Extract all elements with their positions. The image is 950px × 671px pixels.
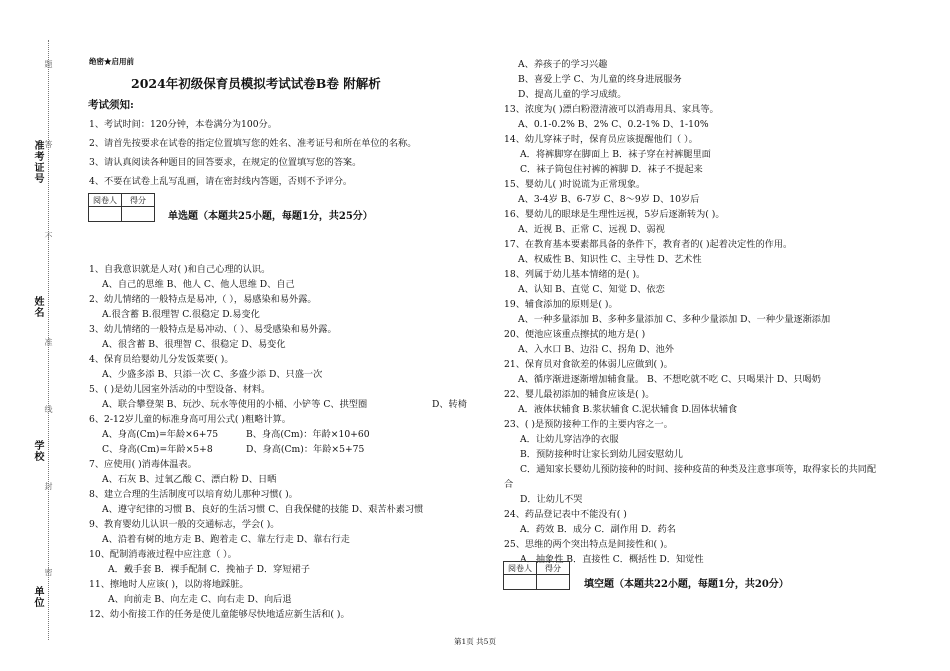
question-line: 16、婴幼儿的眼球是生理性远视，5岁后逐渐转为( )。 — [504, 209, 725, 220]
grader-cell: 阅卷人 — [504, 562, 537, 575]
question-line: D、身高(Cm)：年龄×5+75 — [246, 444, 365, 455]
question-line: 20、便池应该重点擦拭的地方是( ) — [504, 329, 646, 340]
score-box — [88, 193, 155, 222]
page-title: 2024年初级保育员模拟考试试卷B卷 附解析 — [131, 76, 381, 91]
question-line: A、养孩子的学习兴趣 — [518, 59, 608, 70]
question-line: D、转椅 — [432, 399, 467, 410]
question-line: 3、幼儿情绪的一般特点是易冲动、（ ）、易受感染和易外露。 — [89, 324, 337, 335]
question-line: B、身高(Cm)：年龄×10+60 — [246, 429, 370, 440]
question-line: 2、幼儿情绪的一般特点是易冲,（ ），易感染和易外露。 — [89, 294, 317, 305]
binding-label-unit: 单位 — [32, 586, 43, 608]
seal-mark: 题 — [44, 60, 53, 68]
seal-mark: 线 — [44, 405, 53, 413]
question-line: C．通知家长婴幼儿预防接种的时间、接种疫苗的种类及注意事项等，取得家长的共同配 — [520, 464, 877, 475]
question-line: A.很含蓄 B.很理智 C.很稳定 D.易变化 — [102, 309, 260, 320]
page-footer: 第1页 共5页 — [454, 637, 496, 646]
question-line: B．预防接种时让家长到幼儿园安慰幼儿 — [520, 449, 683, 460]
seal-mark: 密 — [44, 568, 53, 576]
question-line: 14、幼儿穿袜子时，保育员应该提醒他们（ ）。 — [504, 134, 698, 145]
grader-cell: 阅卷人 — [89, 194, 122, 207]
binding-label-school: 学校 — [32, 440, 43, 462]
question-line: C、身高(Cm)=年龄×5+8 — [102, 444, 213, 455]
notice-heading: 考试须知: — [88, 99, 134, 111]
question-line: A．药效 B．成分 C．副作用 D．药名 — [520, 524, 676, 535]
section-title-single-choice: 单选题（本题共25小题，每题1分，共25分） — [168, 211, 373, 222]
question-line: B、喜爱上学 C、为儿童的终身进展服务 — [518, 74, 682, 85]
question-line: A．将裤脚穿在脚面上 B．袜子穿在衬裤腿里面 — [520, 149, 711, 160]
question-line: 6、2-12岁儿童的标准身高可用公式( )粗略计算。 — [89, 414, 291, 425]
seal-mark: 不 — [44, 232, 53, 240]
question-line: A、自己的思维 B、他人 C、他人思维 D、自己 — [102, 279, 295, 290]
question-line: 5、( )是幼儿园室外活动的中型设备、材料。 — [89, 384, 271, 395]
notice-item: 2、请首先按要求在试卷的指定位置填写您的姓名、准考证号和所在单位的名称。 — [89, 138, 417, 149]
question-line: 22、婴儿最初添加的辅食应该是( )。 — [504, 389, 655, 400]
question-line: A、近视 B、正常 C、远视 D、弱视 — [518, 224, 665, 235]
question-line: A、0.1-0.2% B、2% C、0.2-1% D、1-10% — [518, 119, 709, 130]
question-line: A．液体状辅食 B.浆状辅食 C.泥状辅食 D.固体状辅食 — [518, 404, 738, 415]
question-line: 4、保育员给婴幼儿分发饭菜要( )。 — [89, 354, 234, 365]
question-line: 19、辅食添加的原则是( )。 — [504, 299, 618, 310]
secret-mark: 绝密★启用前 — [89, 57, 134, 66]
question-line: A．抽象性 B．直接性 C．概括性 D．知觉性 — [520, 554, 704, 565]
question-line: A、很含蓄 B、很理智 C、很稳定 D、易变化 — [102, 339, 286, 350]
question-line: A、一种多量添加 B、多种多量添加 C、多种少量添加 D、一种少量逐渐添加 — [518, 314, 831, 325]
question-line: A、入水口 B、边沿 C、拐角 D、池外 — [518, 344, 674, 355]
notice-item: 1、考试时间：120分钟，本卷满分为100分。 — [89, 119, 277, 130]
question-line: 21、保育员对食欲差的体弱儿应做到( )。 — [504, 359, 673, 370]
question-line: 9、教育婴幼儿认识一般的交通标志，学会( )。 — [89, 519, 280, 530]
question-line: 25、思维的两个突出特点是间接性和( )。 — [504, 539, 673, 550]
question-line: 1、自我意识就是人对( )和自己心理的认识。 — [89, 264, 271, 275]
question-line: A、联合攀登架 B、玩沙、玩水等使用的小桶、小铲等 C、拱型圈 — [102, 399, 368, 410]
question-line: A、向前走 B、向左走 C、向右走 D、向后退 — [108, 594, 292, 605]
binding-label-exam-no: 准考证号 — [32, 140, 43, 184]
question-line: 24、药品登记表中不能没有( ) — [504, 509, 627, 520]
question-line: 12、幼小衔接工作的任务是使儿童能够尽快地适应新生活和( )。 — [89, 609, 350, 620]
question-line: 10、配制消毒液过程中应注意（ ）。 — [89, 549, 237, 560]
grader-blank — [504, 575, 537, 590]
question-line: A、权威性 B、知识性 C、主导性 D、艺术性 — [518, 254, 702, 265]
question-line: 7、应使用( )消毒体温表。 — [89, 459, 197, 470]
question-line: A．戴手套 B．裸手配制 C．挽袖子 D．穿短裙子 — [108, 564, 310, 575]
score-box — [503, 561, 570, 590]
question-line: 8、建立合理的生活制度可以培育幼儿那种习惯( )。 — [89, 489, 298, 500]
question-line: A．让幼儿穿洁净的衣服 — [520, 434, 619, 445]
question-line: D、提高儿童的学习成绩。 — [518, 89, 627, 100]
section-title-fill-blank: 填空题（本题共22小题，每题1分，共20分） — [584, 579, 789, 590]
seal-mark: 封 — [44, 482, 53, 490]
question-line: 11、擦地时人应该( )，以防将地踩脏。 — [89, 579, 249, 590]
question-line: A、石灰 B、过氧乙酸 C、漂白粉 D、日晒 — [102, 474, 277, 485]
question-line: A、遵守纪律的习惯 B、良好的生活习惯 C、自我保健的技能 D、艰苦朴素习惯 — [102, 504, 424, 515]
grader-blank — [89, 207, 122, 222]
question-line: A、少盛多添 B、只添一次 C、多盛少添 D、只盛一次 — [102, 369, 323, 380]
question-line: 23、( )是预防接种工作的主要内容之一。 — [504, 419, 673, 430]
score-blank — [537, 575, 570, 590]
question-line: 13、浓度为( )漂白粉澄清液可以消毒用具、家具等。 — [504, 104, 719, 115]
question-line: A、身高(Cm)=年龄×6+75 — [102, 429, 219, 440]
notice-item: 3、请认真阅读各种题目的回答要求，在规定的位置填写您的答案。 — [89, 157, 362, 168]
question-line: A、沿着有树的地方走 B、跑着走 C、靠左行走 D、靠右行走 — [102, 534, 350, 545]
question-line: A、3-4岁 B、6-7岁 C、8～9岁 D、10岁后 — [518, 194, 700, 205]
score-cell: 得分 — [537, 562, 570, 575]
question-line: A、认知 B、直觉 C、知觉 D、依恋 — [518, 284, 665, 295]
seal-mark: 答 — [44, 140, 53, 148]
question-line: C．袜子筒包住衬裤的裤脚 D．袜子不提起来 — [520, 164, 703, 175]
question-line: A、循序渐进逐渐增加辅食量。 B、不想吃就不吃 C、只喝果汁 D、只喝奶 — [518, 374, 821, 385]
question-line: 18、列属于幼儿基本情绪的是( )。 — [504, 269, 646, 280]
question-line: 合 — [504, 479, 514, 490]
question-line: D．让幼儿不哭 — [520, 494, 583, 505]
question-line: 15、婴幼儿( )时说谎为正常现象。 — [504, 179, 646, 190]
score-cell: 得分 — [122, 194, 155, 207]
question-line: 17、在教育基本要素都具备的条件下，教育者的( )起着决定性的作用。 — [504, 239, 793, 250]
seal-mark: 准 — [44, 338, 53, 346]
score-blank — [122, 207, 155, 222]
notice-item: 4、不要在试卷上乱写乱画，请在密封线内答题，否则不予评分。 — [89, 176, 353, 187]
binding-label-name: 姓名 — [32, 296, 43, 318]
